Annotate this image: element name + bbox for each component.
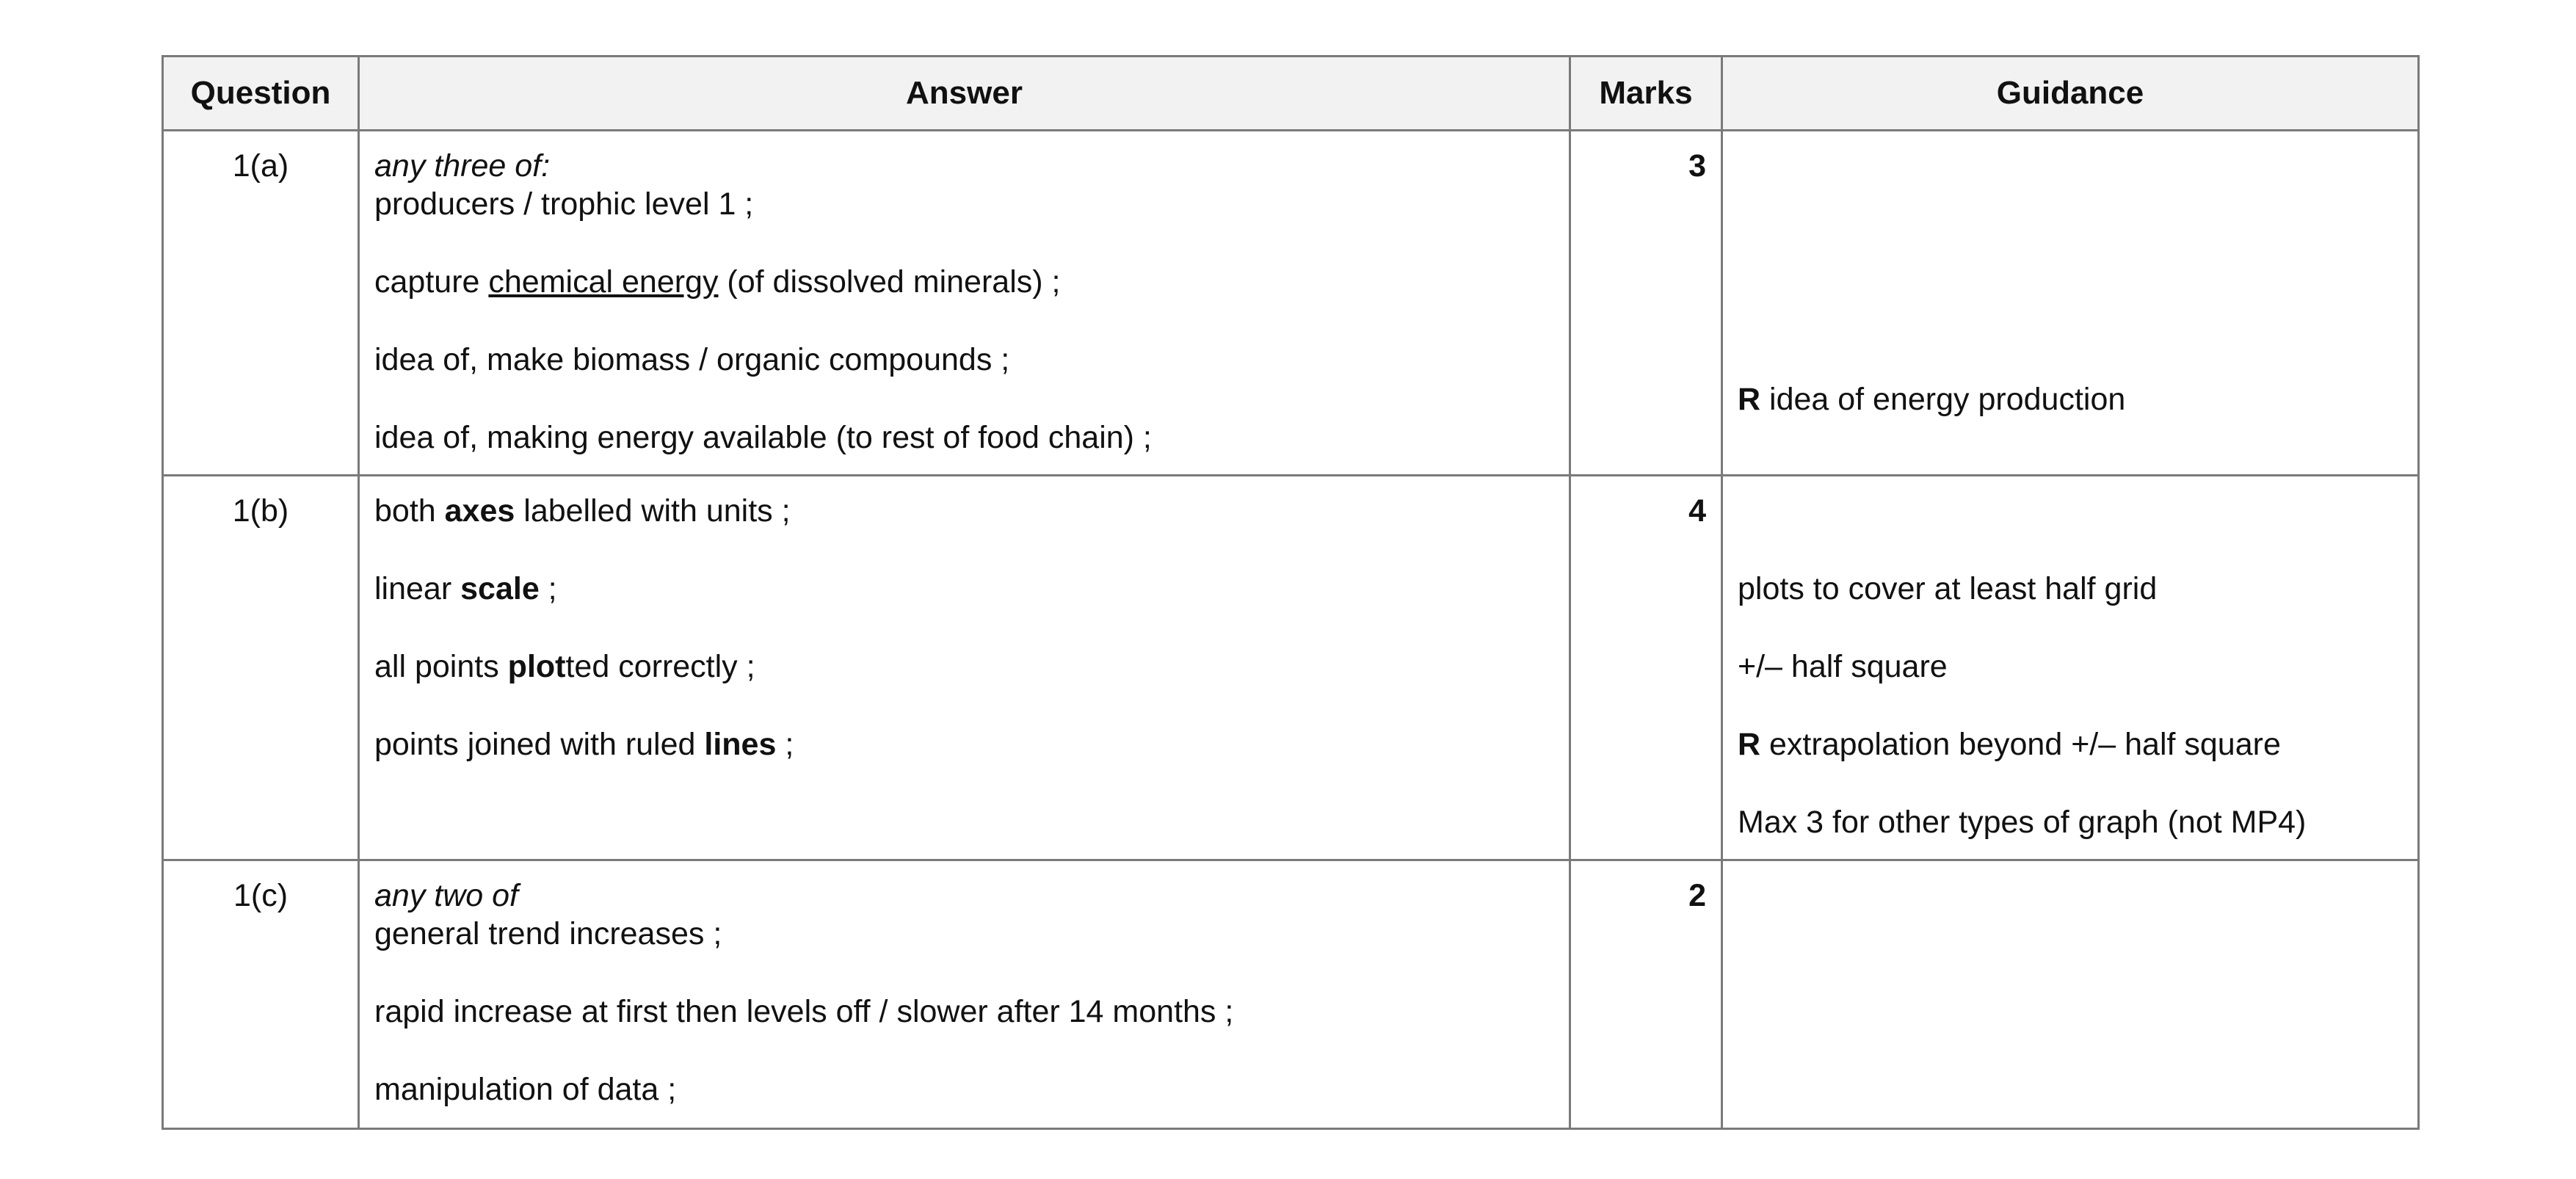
table-row xyxy=(163,860,2419,1129)
answer-point xyxy=(374,648,1553,686)
answer-point xyxy=(374,493,1553,531)
reject-marker: R xyxy=(1738,382,1761,417)
bold-keyword: axes xyxy=(444,493,515,529)
marks-value: 3 xyxy=(1570,131,1722,476)
answer-intro: any two of xyxy=(374,878,518,913)
question-number: 1(b) xyxy=(163,476,359,860)
bold-keyword: lines xyxy=(704,727,777,762)
header-row xyxy=(163,57,2419,131)
answer-text: (of dissolved minerals) ; xyxy=(718,264,1061,300)
answer-point: idea of, make biomass / organic compounds ; xyxy=(374,342,1010,377)
guidance-cell xyxy=(1722,476,2419,860)
guidance-note xyxy=(1738,726,2401,764)
guidance-note: +/– half square xyxy=(1738,649,1948,684)
answer-point: rapid increase at first then levels off / slower after 14 months ; xyxy=(374,994,1234,1029)
guidance-note xyxy=(1738,381,2401,419)
answer-cell xyxy=(359,860,1570,1129)
answer-point xyxy=(374,726,1553,764)
guidance-cell xyxy=(1722,131,2419,476)
guidance-note: Max 3 for other types of graph (not MP4) xyxy=(1738,805,2307,840)
answer-point: manipulation of data ; xyxy=(374,1072,677,1107)
answer-text: ted correctly ; xyxy=(565,649,755,684)
guidance-cell xyxy=(1722,860,2419,1129)
answer-point: general trend increases ; xyxy=(374,916,722,951)
answer-point xyxy=(374,264,1553,302)
question-column-header: Question xyxy=(163,57,359,131)
answer-cell xyxy=(359,476,1570,860)
answer-point: idea of, making energy available (to rest of food chain) ; xyxy=(374,420,1152,455)
marks-value: 4 xyxy=(1570,476,1722,860)
guidance-note: plots to cover at least half grid xyxy=(1738,571,2158,606)
answer-text: ; xyxy=(776,727,794,762)
answer-text: labelled with units ; xyxy=(515,493,791,529)
answer-text: both xyxy=(374,493,445,529)
answer-text: ; xyxy=(539,571,557,606)
answer-text: points joined with ruled xyxy=(374,727,705,762)
underlined-keyword: chemical energy xyxy=(488,264,719,300)
reject-marker: R xyxy=(1738,727,1761,762)
guidance-text: idea of energy production xyxy=(1760,382,2126,417)
question-number: 1(a) xyxy=(163,131,359,476)
answer-intro: any three of: xyxy=(374,148,551,184)
answer-text: linear xyxy=(374,571,461,606)
answer-text: capture xyxy=(374,264,489,300)
bold-keyword: scale xyxy=(460,571,540,606)
mark-scheme-table xyxy=(162,55,2420,1130)
guidance-text: extrapolation beyond +/– half square xyxy=(1760,727,2281,762)
answer-text: all points xyxy=(374,649,508,684)
table-row xyxy=(163,131,2419,476)
answer-cell xyxy=(359,131,1570,476)
guidance-column-header: Guidance xyxy=(1722,57,2419,131)
question-number: 1(c) xyxy=(163,860,359,1129)
answer-column-header: Answer xyxy=(359,57,1570,131)
table-row xyxy=(163,476,2419,860)
bold-keyword: plot xyxy=(507,649,566,684)
answer-point: producers / trophic level 1 ; xyxy=(374,186,754,222)
marks-column-header: Marks xyxy=(1570,57,1722,131)
marks-value: 2 xyxy=(1570,860,1722,1129)
answer-point xyxy=(374,570,1553,609)
